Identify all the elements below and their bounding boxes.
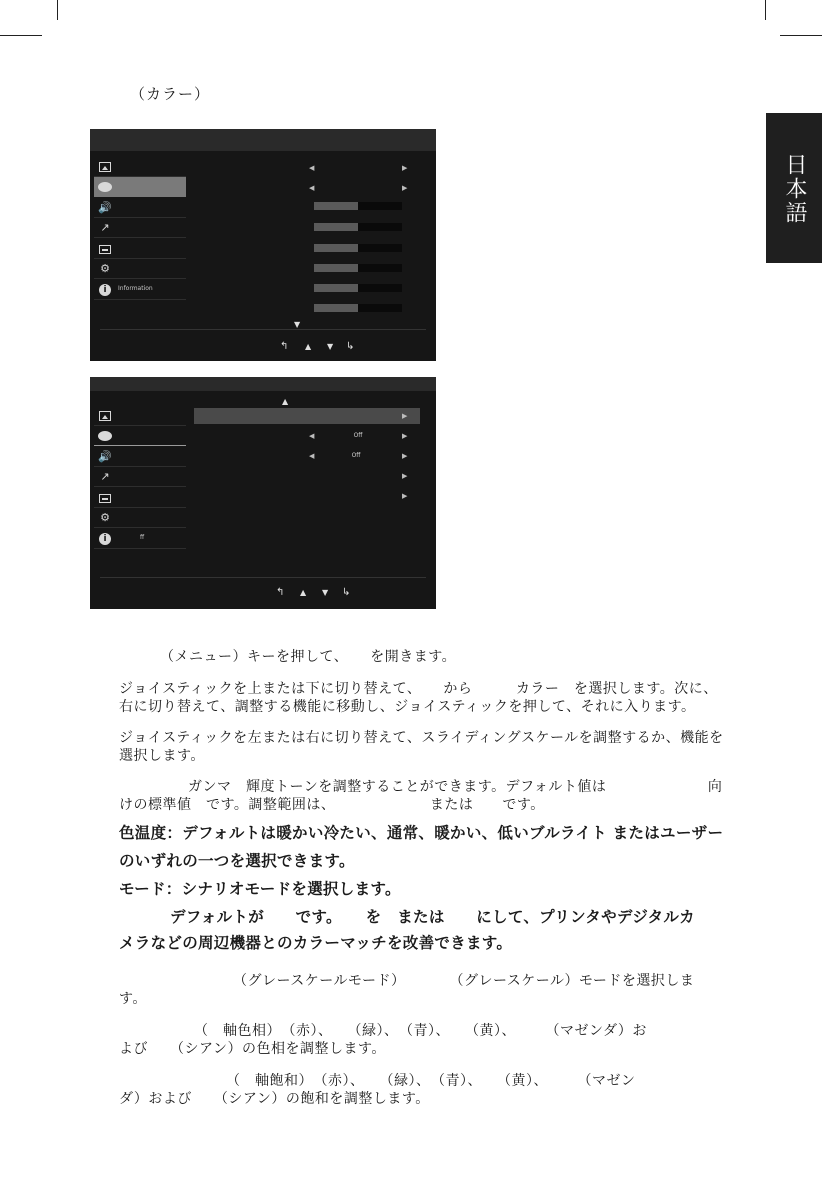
sidebar-item-system[interactable] xyxy=(94,508,186,528)
slider-bar[interactable] xyxy=(314,284,402,292)
section-heading: （カラー） xyxy=(130,85,211,103)
down-icon[interactable]: ▼ xyxy=(327,342,334,351)
gamma-description-line-2: けの標準値 です。調整範囲は、 または です。 xyxy=(119,797,545,813)
picture-icon xyxy=(99,162,111,172)
sidebar-item-system[interactable] xyxy=(94,259,186,279)
info-icon: i xyxy=(99,533,111,545)
left-arrow-icon[interactable]: ◀ xyxy=(309,184,315,192)
sidebar-item-label: ff xyxy=(140,534,145,541)
right-arrow-icon[interactable]: ▶ xyxy=(402,412,408,420)
left-arrow-icon[interactable]: ◀ xyxy=(309,164,315,172)
gear-icon: ⚙ xyxy=(100,262,110,275)
srgb-description-line-2: メラなどの周辺機器とのカラーマッチを改善できます。 xyxy=(119,934,513,952)
color-temp-description-line-1: 色温度：デフォルトは暖かい冷たい、通常、暖かい、低いブルライト またはユーザー xyxy=(119,824,724,842)
instruction-step-1: （メニュー）キーを押して、 を開きます。 xyxy=(160,649,457,665)
grayscale-description-line-1: （グレースケールモード） （グレースケール）モードを選択しま xyxy=(233,973,695,989)
instruction-step-2-line-1: ジョイスティックを上または下に切り替えて、 から カラー を選択します。次に、 xyxy=(119,681,718,697)
back-icon[interactable]: ↰ xyxy=(276,587,285,598)
srgb-description-line-1: デフォルトが です。 を または にして、プリンタやデジタルカ xyxy=(170,908,695,926)
slider-bar[interactable] xyxy=(314,223,402,231)
down-icon[interactable]: ▼ xyxy=(322,588,329,597)
osd-icon xyxy=(99,494,111,503)
right-arrow-icon[interactable]: ▶ xyxy=(402,452,408,460)
instruction-step-2-line-2: 右に切り替えて、調整する機能に移動し、ジョイスティックを押して、それに入ります。 xyxy=(119,699,696,715)
gear-icon: ⚙ xyxy=(100,511,110,524)
saturation-description-line-1: （ 軸飽和） （赤）、 （緑）、 （青）、 （黄）、 （マゼン xyxy=(226,1073,636,1089)
speaker-icon: 🔊 xyxy=(98,201,112,214)
trend-up-icon: ↗ xyxy=(100,221,110,234)
osd-color-menu-page2 xyxy=(90,377,436,609)
osd-footer-divider xyxy=(100,329,426,330)
sidebar-item-color[interactable] xyxy=(94,177,186,197)
sidebar-item-osd[interactable] xyxy=(94,239,186,259)
crop-mark-top-right-h xyxy=(780,35,822,36)
left-arrow-icon[interactable]: ◀ xyxy=(309,432,315,440)
osd-title-bar xyxy=(90,129,436,151)
right-arrow-icon[interactable]: ▶ xyxy=(402,492,408,500)
instruction-step-3-line-1: ジョイスティックを左または右に切り替えて、スライディングスケールを調整するか、機能を xyxy=(119,730,724,746)
hue-description-line-2: よび （シアン）の色相を調整します。 xyxy=(119,1041,386,1057)
setting-value: Off xyxy=(353,432,363,439)
color-palette-icon xyxy=(98,182,112,192)
right-arrow-icon[interactable]: ▶ xyxy=(402,432,408,440)
up-icon[interactable]: ▲ xyxy=(305,342,312,351)
crop-mark-top-right-v xyxy=(765,0,766,20)
osd-color-menu-page1 xyxy=(90,129,436,361)
sidebar-item-information[interactable] xyxy=(94,280,186,300)
up-icon[interactable]: ▲ xyxy=(300,588,307,597)
scroll-up-icon[interactable]: ▲ xyxy=(282,397,289,406)
right-arrow-icon[interactable]: ▶ xyxy=(402,184,408,192)
language-side-tab-label: 日本語 xyxy=(782,153,807,225)
info-icon: i xyxy=(99,284,111,296)
sidebar-item-osd[interactable] xyxy=(94,488,186,508)
sidebar-item-picture[interactable] xyxy=(94,406,186,426)
enter-icon[interactable]: ↳ xyxy=(342,587,351,598)
osd-icon xyxy=(99,245,111,254)
right-arrow-icon[interactable]: ▶ xyxy=(402,164,408,172)
slider-fill xyxy=(314,223,358,231)
slider-fill xyxy=(314,202,358,210)
osd-title-bar xyxy=(90,377,436,391)
trend-up-icon: ↗ xyxy=(100,470,110,483)
sidebar-item-picture[interactable] xyxy=(94,157,186,177)
enter-icon[interactable]: ↳ xyxy=(346,341,355,352)
slider-bar[interactable] xyxy=(314,202,402,210)
sidebar-item-label: Information xyxy=(118,285,153,292)
grayscale-description-line-2: す。 xyxy=(119,991,147,1007)
left-arrow-icon[interactable]: ◀ xyxy=(309,452,315,460)
sidebar-item-color[interactable] xyxy=(94,426,186,446)
right-arrow-icon[interactable]: ▶ xyxy=(402,472,408,480)
scroll-down-icon[interactable]: ▼ xyxy=(294,320,301,329)
sidebar-item-audio[interactable] xyxy=(94,447,186,467)
sidebar-item-information[interactable] xyxy=(94,529,186,549)
sidebar-item-audio[interactable] xyxy=(94,198,186,218)
saturation-description-line-2: ダ）および （シアン）の飽和を調整します。 xyxy=(119,1091,430,1107)
picture-icon xyxy=(99,411,111,421)
slider-fill xyxy=(314,244,358,252)
hue-description-line-1: （ 軸色相） （赤）、 （緑）、 （青）、 （黄）、 （マゼンダ）お xyxy=(194,1023,647,1039)
crop-mark-top-left-v xyxy=(57,0,58,20)
slider-bar[interactable] xyxy=(314,304,402,312)
osd-footer-divider xyxy=(100,577,426,578)
setting-value: Off xyxy=(351,452,361,459)
back-icon[interactable]: ↰ xyxy=(280,341,289,352)
sidebar-item-performance[interactable] xyxy=(94,218,186,238)
speaker-icon: 🔊 xyxy=(98,450,112,463)
mode-description: モード：シナリオモードを選択します。 xyxy=(119,880,401,898)
slider-bar[interactable] xyxy=(314,264,402,272)
highlighted-menu-row[interactable] xyxy=(194,408,420,424)
color-temp-description-line-2: のいずれの一つを選択できます。 xyxy=(119,852,355,870)
gamma-description-line-1: ガンマ 輝度トーンを調整することができます。デフォルト値は 向 xyxy=(188,779,723,795)
crop-mark-top-left-h xyxy=(0,35,42,36)
instruction-step-3-line-2: 選択します。 xyxy=(119,748,205,764)
slider-fill xyxy=(314,264,358,272)
language-side-tab xyxy=(766,113,822,263)
slider-fill xyxy=(314,304,358,312)
sidebar-item-performance[interactable] xyxy=(94,467,186,487)
slider-bar[interactable] xyxy=(314,244,402,252)
slider-fill xyxy=(314,284,358,292)
color-palette-icon xyxy=(98,431,112,441)
